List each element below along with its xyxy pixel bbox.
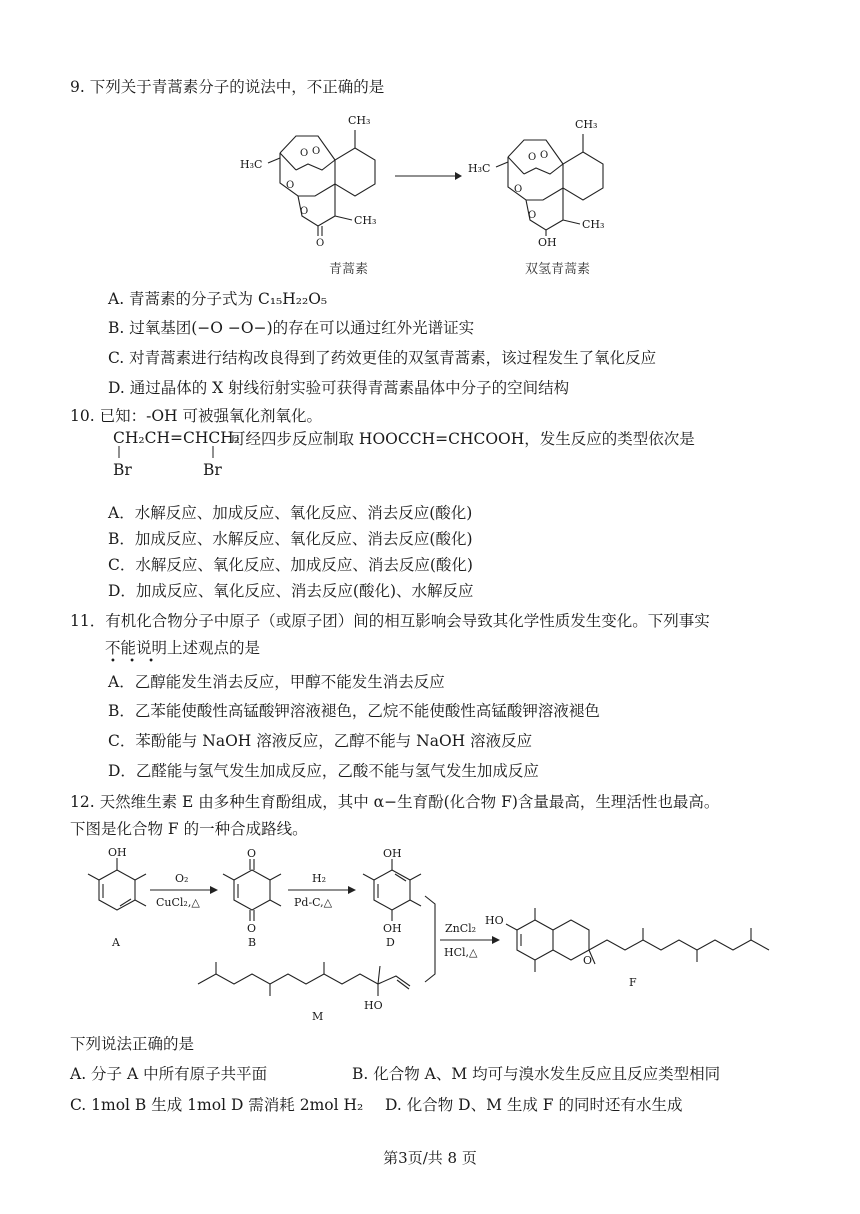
q11-option-d: D．乙醛能与氢气发生加成反应，乙酸不能与氢气发生加成反应 (108, 762, 539, 780)
caption-dihydroartemisinin: 双氢青蒿素 (525, 262, 591, 277)
q10-option-c: C．水解反应、氧化反应、加成反应、消去反应(酸化) (108, 556, 473, 574)
atom-o: O (247, 922, 257, 935)
label-b: B (248, 936, 257, 949)
q9-option-b: B. 过氧基团(−O −O−)的存在可以通过红外光谱证实 (108, 319, 475, 337)
o-label: O (514, 184, 523, 195)
ch3-label: CH₃ (575, 118, 598, 131)
atom-ho: HO (485, 914, 504, 927)
h3c-label: H₃C (468, 162, 491, 175)
ch3-label: CH₃ (348, 114, 371, 127)
atom-o: O (583, 954, 593, 967)
atom-oh: OH (108, 846, 127, 859)
o-label: O (312, 146, 321, 157)
o-label: O (300, 148, 309, 159)
q9-option-d: D. 通过晶体的 X 射线衍射实验可获得青蒿素晶体中分子的空间结构 (108, 379, 570, 397)
q11-option-c: C．苯酚能与 NaOH 溶液反应，乙醇不能与 NaOH 溶液反应 (108, 732, 533, 750)
h3c-label: H₃C (240, 158, 263, 171)
q10-formula: CH₂CH=CHCH₂ (113, 429, 240, 447)
q10-stem-2: 可经四步反应制取 HOOCCH=CHCOOH，发生反应的类型依次是 (230, 430, 695, 448)
q12-option-c: C. 1mol B 生成 1mol D 需消耗 2mol H₂ (70, 1096, 364, 1114)
synthesis-route-diagram (80, 846, 780, 1026)
q12-question: 下列说法正确的是 (70, 1035, 195, 1053)
caption-artemisinin: 青蒿素 (329, 262, 369, 277)
oh-label: OH (538, 236, 557, 249)
reaction-arrow (393, 170, 463, 182)
q11-stem-2: 不能说明上述观点的是 (105, 639, 261, 657)
q11-stem-1: 11．有机化合物分子中原子（或原子团）间的相互影响会导致其化学性质发生变化。下列事实 (70, 612, 710, 630)
ch3-label: CH₃ (582, 218, 605, 231)
q10-stem: 10. 已知：-OH 可被强氧化剂氧化。 (70, 407, 322, 425)
page-footer: 第3页/共 8 页 (383, 1149, 477, 1167)
q9-option-a: A. 青蒿素的分子式为 C₁₅H₂₂O₅ (108, 290, 328, 308)
q11-option-a: A．乙醇能发生消去反应，甲醇不能发生消去反应 (108, 673, 445, 691)
q10-br-1: Br (113, 461, 132, 479)
q11-option-b: B．乙苯能使酸性高锰酸钾溶液褪色，乙烷不能使酸性高锰酸钾溶液褪色 (108, 702, 600, 720)
reagent-3-bottom: HCl,△ (444, 946, 478, 959)
reagent-3-top: ZnCl₂ (445, 922, 477, 935)
q10-option-a: A．水解反应、加成反应、氧化反应、消去反应(酸化) (108, 504, 473, 522)
label-d: D (386, 936, 395, 949)
label-a: A (112, 936, 120, 949)
atom-oh: OH (383, 922, 402, 935)
reagent-2-bottom: Pd-C,△ (294, 896, 333, 909)
atom-oh: OH (383, 847, 402, 860)
atom-ho: HO (364, 999, 383, 1012)
q9-stem: 9. 下列关于青蒿素分子的说法中，不正确的是 (70, 78, 385, 96)
o-label: O (528, 210, 537, 221)
o-label: O (540, 150, 549, 161)
dihydroartemisinin-structure (465, 112, 625, 252)
q10-option-b: B．加成反应、水解反应、氧化反应、消去反应(酸化) (108, 530, 473, 548)
label-m: M (312, 1010, 324, 1023)
q12-option-b: B. 化合物 A、M 均可与溴水发生反应且反应类型相同 (352, 1065, 721, 1083)
o-label: O (528, 152, 537, 163)
label-f: F (629, 976, 637, 989)
q9-option-c: C. 对青蒿素进行结构改良得到了药效更佳的双氢青蒿素，该过程发生了氧化反应 (108, 349, 657, 367)
q10-bond-lines (116, 446, 226, 460)
ch3-label: CH₃ (354, 214, 377, 227)
o-label: O (316, 238, 325, 248)
reagent-2-top: H₂ (312, 872, 327, 885)
q10-option-d: D．加成反应、氧化反应、消去反应(酸化)、水解反应 (108, 582, 474, 600)
q10-br-2: Br (203, 461, 222, 479)
artemisinin-structure (240, 108, 400, 248)
q12-option-a: A. 分子 A 中所有原子共平面 (70, 1065, 268, 1083)
q11-emphasis-dots: • • • (110, 656, 160, 667)
q12-option-d: D. 化合物 D、M 生成 F 的同时还有水生成 (385, 1096, 683, 1114)
reagent-1-bottom: CuCl₂,△ (156, 896, 200, 909)
o-label: O (300, 206, 309, 217)
q12-stem-2: 下图是化合物 F 的一种合成路线。 (70, 820, 308, 838)
q12-stem-1: 12. 天然维生素 E 由多种生育酚组成，其中 α−生育酚(化合物 F)含量最高，生理活性也最高。 (70, 793, 720, 811)
reagent-1-top: O₂ (175, 872, 189, 885)
o-label: O (286, 180, 295, 191)
atom-o: O (247, 847, 257, 860)
